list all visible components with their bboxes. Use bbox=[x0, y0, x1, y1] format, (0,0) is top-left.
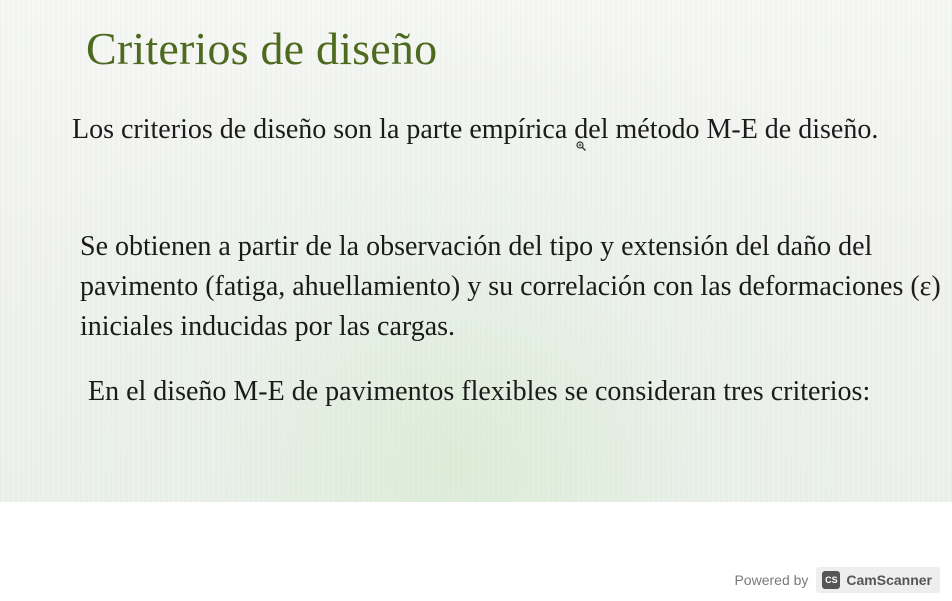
camscanner-logo-icon: CS bbox=[822, 571, 840, 589]
slide-title: Criterios de diseño bbox=[86, 23, 438, 74]
zoom-cursor-icon bbox=[576, 141, 586, 151]
camscanner-badge bbox=[816, 567, 940, 593]
camscanner-brand-name: CamScanner bbox=[846, 572, 932, 588]
camscanner-watermark bbox=[734, 567, 940, 593]
paragraph-3: En el diseño M-E de pavimentos flexibles se consideran tres criterios: bbox=[88, 376, 871, 407]
paragraph-1: Los criterios de diseño son la parte empírica del método M-E de diseño. bbox=[72, 114, 879, 145]
paragraph-2: Se obtienen a partir de la observación del tipo y extensión del daño del pavimento (fatiga, ahuellamiento) y su correlación con las deformaciones (ε) iniciales inducidas por las cargas. bbox=[80, 231, 941, 342]
powered-by-label: Powered by bbox=[734, 572, 809, 588]
